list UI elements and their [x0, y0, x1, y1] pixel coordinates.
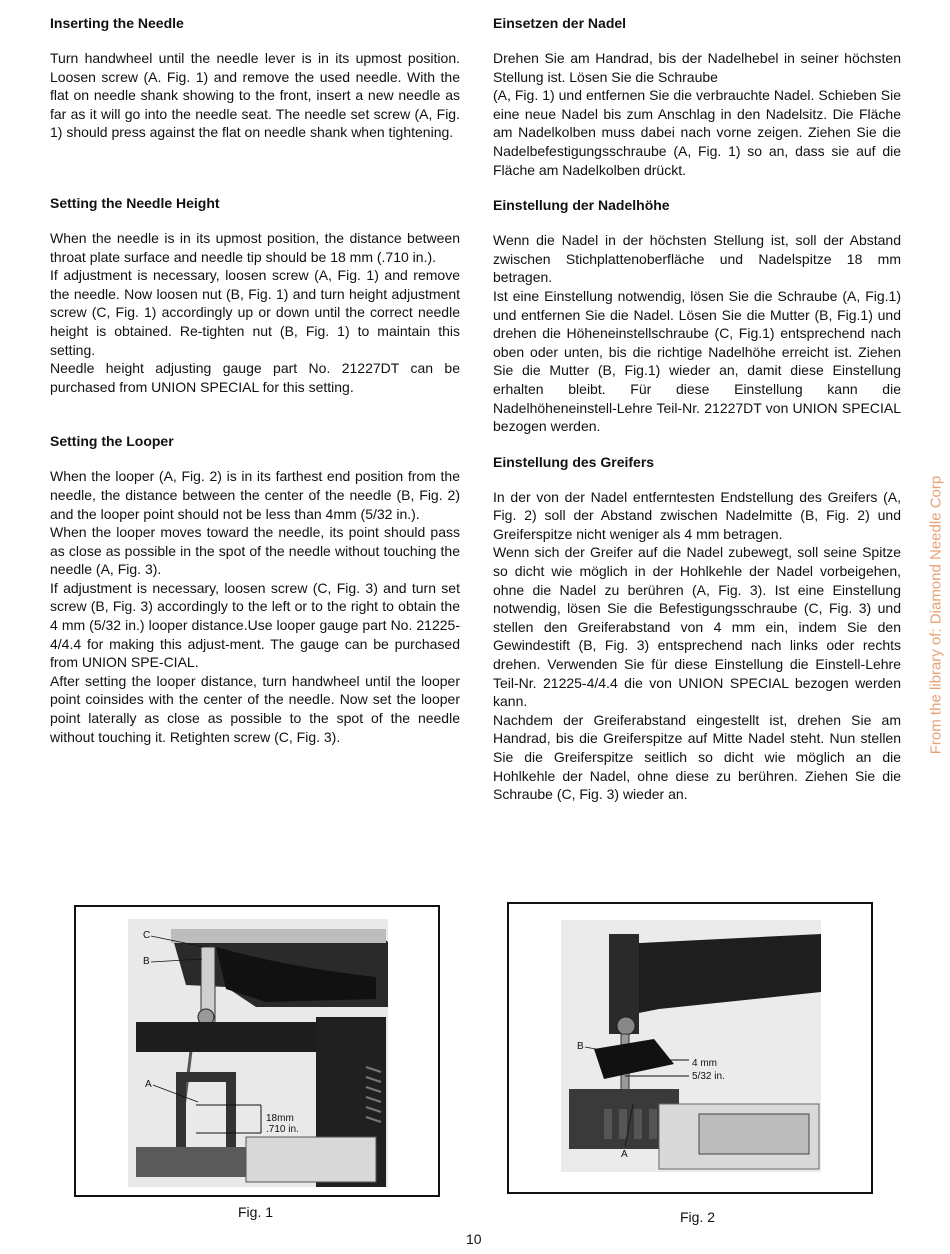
section-einsetzen-nadel: [493, 14, 901, 179]
fig1-dimension-in: .710 in.: [266, 1124, 299, 1135]
section-body: Turn handwheel until the needle lever is in its upmost position. Loosen screw (A. Fig. 1) and remove the used needle. With the flat on needle shank showing to the front, insert a new needle as far as it will go into the needle seat. The needle set screw (A, Fig. 1) should press against the flat on needle shank when tightening.: [50, 50, 460, 141]
figure-2-caption: Fig. 2: [680, 1209, 716, 1225]
fig2-label-b: B: [577, 1041, 584, 1052]
fig2-dimension-in: 5/32 in.: [692, 1071, 725, 1082]
section-needle-height: [50, 194, 460, 396]
figure-2-frame: [507, 902, 873, 1194]
section-body: Wenn die Nadel in der höchsten Stellung ist, soll der Abstand zwischen Stichplattenoberfläche und Nadelspitze 18 mm betragen. Ist eine Einstellung notwendig, lösen Sie die Schraube (A, Fig.1) und entfernen Sie die Nadel. Lösen Sie die Mutter (B, Fig.1) und drehen die Höheneinstellschraube (C, Fig.1) entsprechend nach oben oder unten, bis die richtige Nadelhöhe erreicht ist. Ziehen Sie die Mutter (B, Fig.1) wieder an, damit diese Einstellung erhalten bleibt. Für diese Einstellung kann die Nadelhöheneinstell-Lehre Teil-Nr. 21227DT von UNION SPECIAL bezogen werden.: [493, 232, 901, 435]
fig2-dimension-mm: 4 mm: [692, 1058, 717, 1069]
page-number: 10: [466, 1231, 482, 1247]
section-heading: Einstellung des Greifers: [493, 453, 655, 470]
section-inserting-needle: [50, 14, 460, 142]
section-body: In der von der Nadel entferntesten Endstellung des Greifers (A, Fig. 2) soll der Abstand zwischen Nadelmitte (B, Fig. 2) und Greiferspitze nicht weniger als 4 mm betragen. Wenn sich der Greifer auf die Nadel zubewegt, soll seine Spitze so dicht wie möglich in der Hohlkehle der Nadel vorbeigehen, ohne die Nadel zu berühren (A, Fig. 3). Ist eine Einstellung notwendig, lösen Sie die Befestigungsschraube (C, Fig. 3) und stellen den Greiferabstand von 4 mm ein, indem Sie den Gewindestift (B, Fig. 3) entsprechend nach links oder rechts drehen. Verwenden Sie für diese Einstellung die Einstell-Lehre Teil-Nr. 21225-4/4.4 die von UNION SPECIAL bezogen werden kann. Nachdem der Greiferabstand eingestellt ist, drehen Sie am Handrad, bis die Greiferspitze auf Mitte Nadel steht. Nun stellen Sie die Greiferspitze seitlich so dicht wie möglich an die Hohlkehle der Nadel, ohne diese zu berühren. Ziehen Sie die Schraube (C, Fig. 3) wieder an.: [493, 488, 901, 803]
watermark-text: From the library of: Diamond Needle Corp: [927, 475, 945, 755]
library-watermark: [925, 470, 947, 760]
section-body: Drehen Sie am Handrad, bis der Nadelhebel in seiner höchsten Stellung ist. Lösen Sie die Schraube (A, Fig. 1) und entfernen Sie die verbrauchte Nadel. Schieben Sie eine neue Nadel bis zum Anschlag in den Nadelsitz. Die Fläche am Nadelkolben muss dabei nach vorne zeigen. Ziehen Sie die Nadelbefestigungsschraube (A, Fig. 1) so an, dass sie auf die Fläche am Nadelkolben drückt.: [493, 50, 901, 178]
german-column: [493, 14, 901, 804]
fig1-label-c: C: [143, 930, 151, 941]
fig1-label-b: B: [143, 956, 150, 967]
figure-2-photo: [509, 904, 871, 1192]
section-setting-looper: [50, 432, 460, 746]
section-heading: Setting the Needle Height: [50, 194, 220, 211]
section-heading: Inserting the Needle: [50, 15, 184, 31]
figure-1-photo: [76, 907, 438, 1195]
fig1-label-a: A: [145, 1079, 152, 1090]
fig1-dimension-mm: 18mm: [266, 1113, 294, 1124]
section-heading: Einstellung der Nadelhöhe: [493, 197, 670, 214]
section-body: When the looper (A, Fig. 2) is in its farthest end position from the needle, the distance between the center of the needle (B, Fig. 2) and the looper point should not be less than 4mm (5/32 in.). When the looper moves toward the needle, its point should pass as close as possible in the spot of the needle without touching the needle (A, Fig. 3). If adjustment is necessary, loosen screw (C, Fig. 3) and turn set screw (B, Fig. 3) accordingly to the left or to the right to obtain the 4 mm (5/32 in.) looper distance.Use looper gauge part No. 21225-4/4.4 for making this adjust-ment. The gauge can be purchased from UNION SPE-CIAL. After setting the looper distance, turn handwheel until the looper point coinsides with the center of the needle. Now set the looper point laterally as close as possible to the spot of the needle without touching it. Retighten screw (C, Fig. 3).: [50, 468, 460, 745]
section-greifer: [493, 453, 901, 804]
section-heading: Setting the Looper: [50, 433, 174, 450]
section-heading: Einsetzen der Nadel: [493, 15, 627, 31]
section-body: When the needle is in its upmost position, the distance between throat plate surface and needle tip should be 18 mm (.710 in.). If adjustment is necessary, loosen screw (A, Fig. 1) and remove the needle. Now loosen nut (B, Fig. 1) and turn height adjustment screw (C, Fig. 1) accordingly up or down until the correct needle height is obtained. Re-tighten nut (B, Fig. 1) to maintain this setting. Needle height adjusting gauge part No. 21227DT can be purchased from UNION SPECIAL for this setting.: [50, 229, 460, 395]
figure-1-frame: [74, 905, 440, 1197]
fig2-label-a: A: [621, 1149, 628, 1160]
figure-1-caption: Fig. 1: [238, 1204, 274, 1220]
section-nadelhoehe: [493, 196, 901, 436]
english-column: [50, 14, 460, 746]
